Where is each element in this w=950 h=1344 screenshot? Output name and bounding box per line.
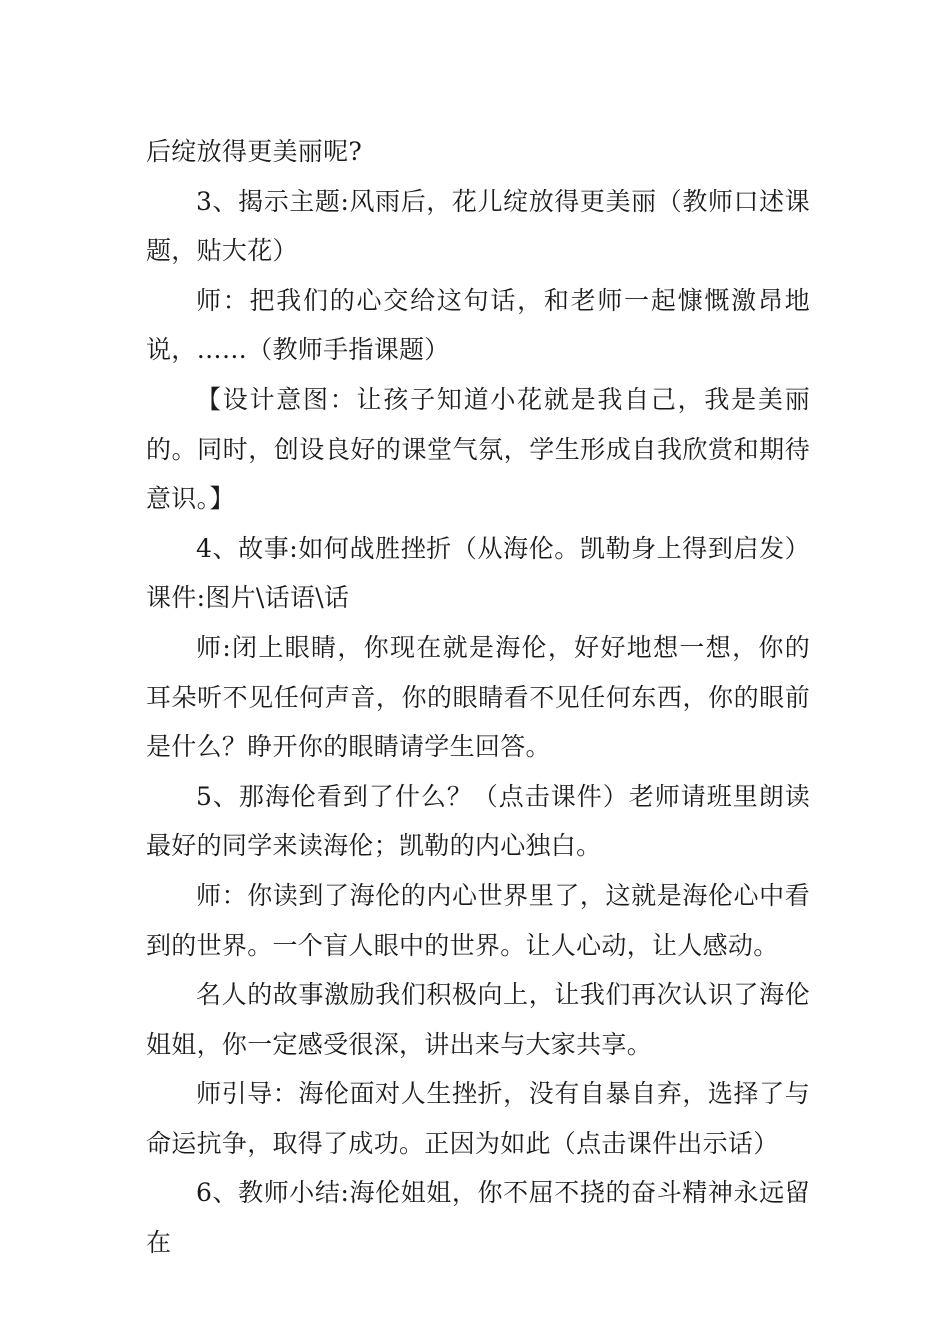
document-body <box>146 127 810 1268</box>
paragraph-3: 师：把我们的心交给这句话，和老师一起慷慨激昂地说，……（教师手指课题） <box>146 285 810 365</box>
paragraph-9: 名人的故事激励我们积极向上，让我们再次认识了海伦姐姐，你一定感受很深，讲出来与大家共享。 <box>146 980 810 1059</box>
paragraph-8: 师：你读到了海伦的内心世界里了，这就是海伦心中看到的世界。一个盲人眼中的世界。让人心动，让人感动。 <box>146 880 810 960</box>
paragraph-2: 3、揭示主题:风雨后，花儿绽放得更美丽（教师口述课题，贴大花） <box>146 186 810 266</box>
paragraph-11: 6、教师小结:海伦姐姐，你不屈不挠的奋斗精神永远留在 <box>146 1178 810 1258</box>
paragraph-5: 4、故事:如何战胜挫折（从海伦。凯勒身上得到启发）课件:图片\话语\话 <box>146 533 810 613</box>
paragraph-10: 师引导：海伦面对人生挫折，没有自暴自弃，选择了与命运抗争，取得了成功。正因为如此（点击课件出示话） <box>146 1079 810 1158</box>
paragraph-6: 师:闭上眼睛，你现在就是海伦，好好地想一想，你的耳朵听不见任何声音，你的眼睛看不见任何东西，你的眼前是什么？睁开你的眼睛请学生回答。 <box>146 632 810 762</box>
paragraph-1: 后绽放得更美丽呢? <box>146 137 363 166</box>
paragraph-4: 【设计意图：让孩子知道小花就是我自己，我是美丽的。同时，创设良好的课堂气氛，学生形成自我欣赏和期待意识。】 <box>146 384 810 514</box>
paragraph-7: 5、那海伦看到了什么？（点击课件）老师请班里朗读最好的同学来读海伦；凯勒的内心独白。 <box>146 781 810 861</box>
